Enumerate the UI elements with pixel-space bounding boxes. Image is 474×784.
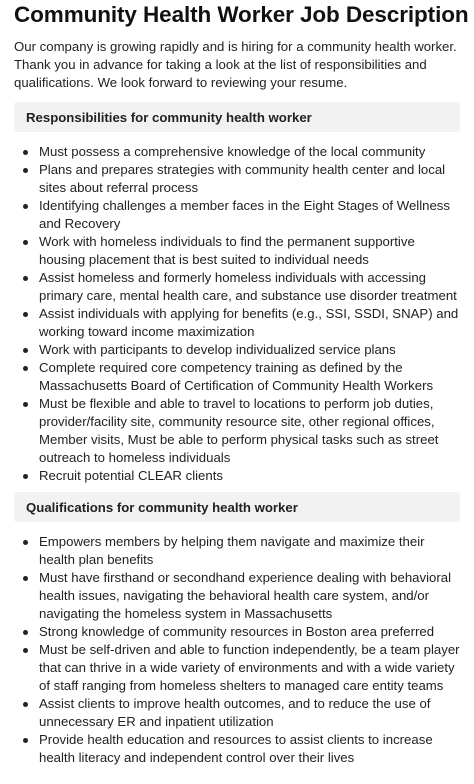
responsibility-item: Plans and prepares strategies with community health center and local sites about referral process [14,161,466,197]
qualification-item: Strong knowledge of community resources in Boston area preferred [14,623,466,641]
responsibilities-heading: Responsibilities for community health worker [26,110,312,125]
qualifications-list [14,533,466,767]
qualification-item: Must be self-driven and able to function independently, be a team player that can thrive in a wide variety of environments and with a wide variety of staff ranging from homeless shelters to managed care entity teams [14,641,466,695]
responsibility-item: Must be flexible and able to travel to locations to perform job duties, provider/facility site, community resource site, other regional offices, Member visits, Must be able to perform physical tasks such as street outreach to homeless individuals [14,395,466,467]
intro-paragraph: Our company is growing rapidly and is hiring for a community health worker. Thank you in advance for taking a look at the list of responsibilities and qualifications. We look forward to reviewing your resume. [14,39,457,90]
page-title: Community Health Worker Job Description [14,2,469,27]
qualifications-section-header [14,492,460,522]
responsibility-item: Work with participants to develop individualized service plans [14,341,466,359]
qualification-item: Provide health education and resources to assist clients to increase health literacy and independent control over their lives [14,731,466,767]
responsibility-item: Must possess a comprehensive knowledge of the local community [14,143,466,161]
qualification-item: Must have firsthand or secondhand experience dealing with behavioral health issues, navigating the behavioral health care system, and/or navigating the homeless system in Massachusetts [14,569,466,623]
responsibilities-list [14,143,466,485]
qualification-item: Empowers members by helping them navigate and maximize their health plan benefits [14,533,466,569]
responsibility-item: Complete required core competency training as defined by the Massachusetts Board of Certification of Community Health Workers [14,359,466,395]
qualification-item: Assist clients to improve health outcomes, and to reduce the use of unnecessary ER and inpatient utilization [14,695,466,731]
qualifications-heading: Qualifications for community health worker [26,500,298,515]
responsibilities-section-header [14,102,460,132]
responsibility-item: Assist homeless and formerly homeless individuals with accessing primary care, mental health care, and substance use disorder treatment [14,269,466,305]
responsibility-item: Identifying challenges a member faces in the Eight Stages of Wellness and Recovery [14,197,466,233]
responsibility-item: Recruit potential CLEAR clients [14,467,466,485]
responsibility-item: Work with homeless individuals to find the permanent supportive housing placement that is best suited to individual needs [14,233,466,269]
responsibility-item: Assist individuals with applying for benefits (e.g., SSI, SSDI, SNAP) and working toward income maximization [14,305,466,341]
